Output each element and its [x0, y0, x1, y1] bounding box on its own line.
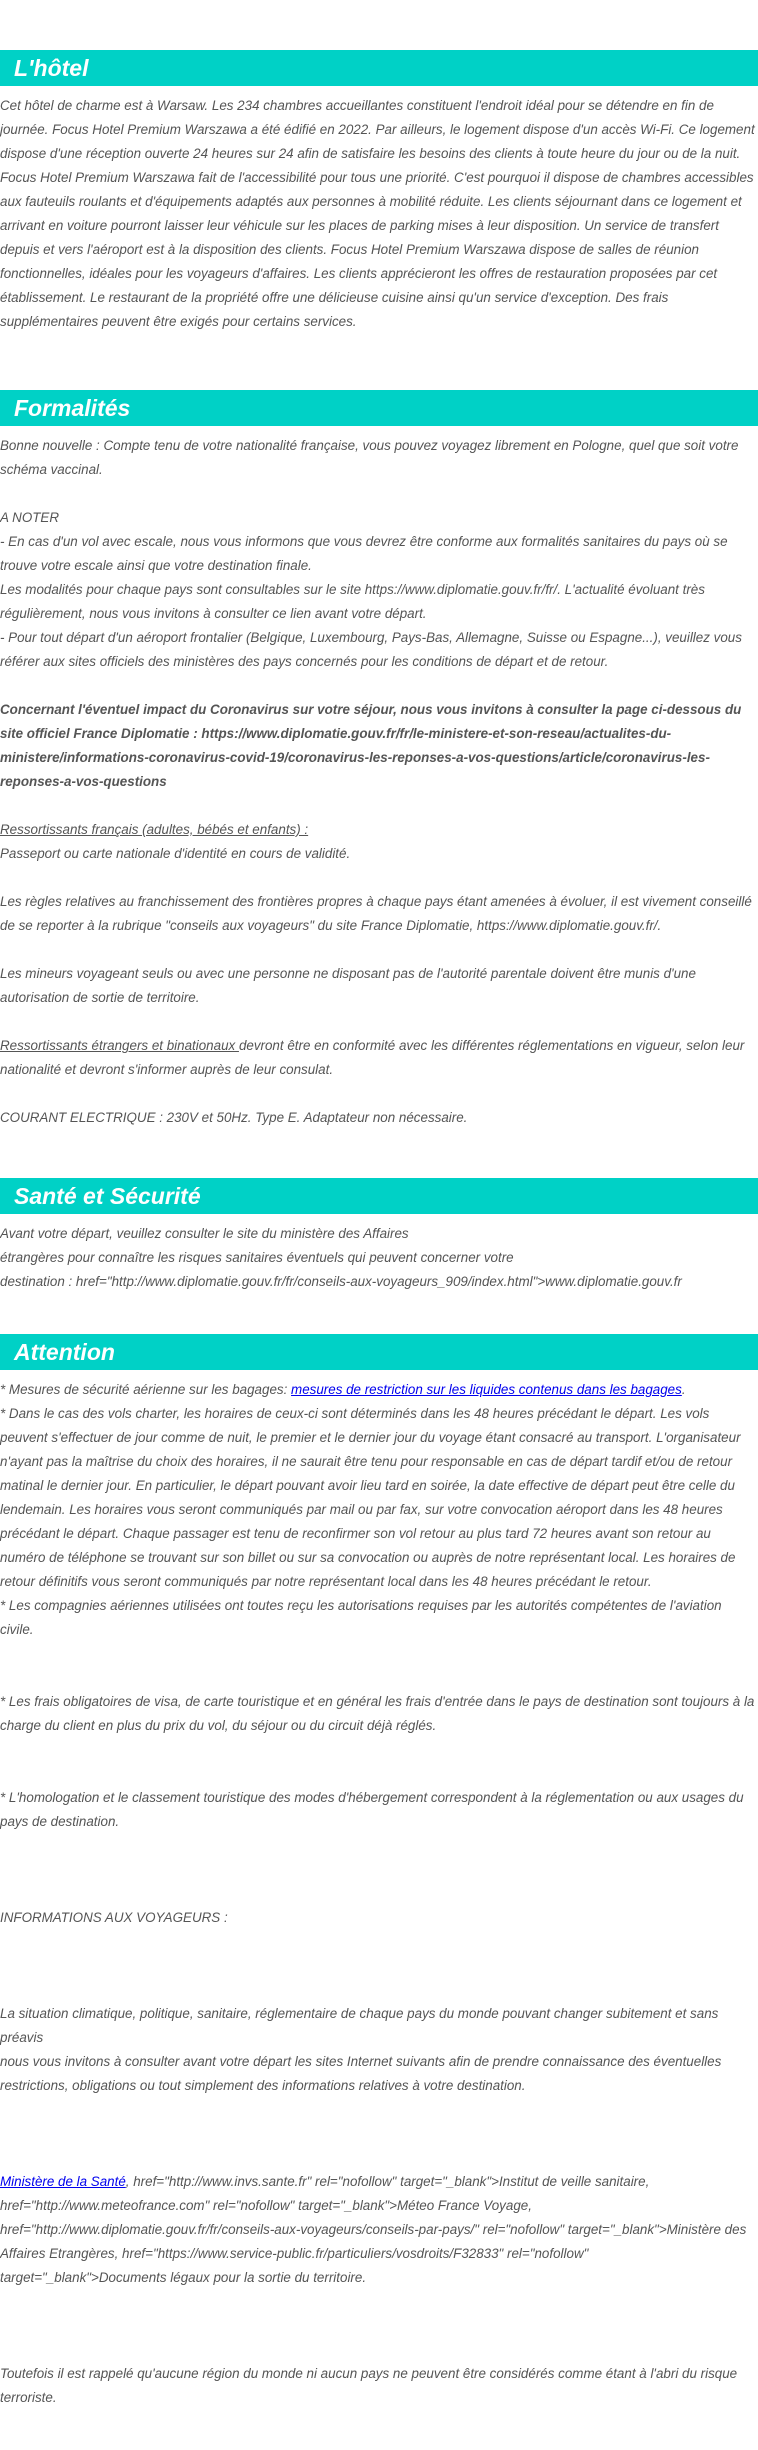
info-heading: INFORMATIONS AUX VOYAGEURS : — [0, 1910, 228, 1925]
sante-content — [0, 1222, 758, 1294]
terror-risk: Toutefois il est rappelé qu'aucune région du monde ni aucun pays ne peuvent être considérés comme étant à l'abri du risque terroriste. — [0, 2366, 738, 2405]
sante-line-3: destination : href="http://www.diplomatie.gouv.fr/fr/conseils-aux-voyageurs_909/index.html">www.diplomatie.gouv.fr — [0, 1274, 682, 1289]
sante-section — [0, 1178, 758, 1294]
formalites-section — [0, 390, 758, 1130]
note-border-airport: - Pour tout départ d'un aéroport frontalier (Belgique, Luxembourg, Pays-Bas, Allemagne, Suisse ou Espagne...), veuillez vous référer aux sites officiels des ministères des pays concernés pour les conditions de départ et de retour. — [0, 630, 742, 669]
security-suffix: . — [681, 1382, 686, 1397]
formalites-intro: Bonne nouvelle : Compte tenu de votre nationalité française, vous pouvez voyagez librement en Pologne, quel que soit votre schéma vaccinal. — [0, 438, 739, 477]
attention-content — [0, 1378, 758, 2410]
note-heading: A NOTER — [0, 510, 60, 525]
sante-line-1: Avant votre départ, veuillez consulter le site du ministère des Affaires — [0, 1226, 409, 1241]
attention-section — [0, 1334, 758, 2410]
covid-notice: Concernant l'éventuel impact du Coronavirus sur votre séjour, nous vous invitons à consulter la page ci-dessous du site officiel France Diplomatie : https://www.diplomatie.gouv.fr/fr/le-ministere-et-son-reseau/actualites-du-ministere/informations-coronavirus-covid-19/coronavirus-les-reponses-a-vos-questions/article/coronavirus-les-reponses-a-vos-questions — [0, 702, 742, 789]
formalites-content — [0, 434, 758, 1130]
mandatory-fees: * Les frais obligatoires de visa, de carte touristique et en général les frais d'entrée dans le pays de destination sont toujours à la charge du client en plus du prix du vol, du séjour ou du circuit déjà réglés. — [0, 1694, 755, 1733]
sante-header-band — [0, 1178, 758, 1214]
formalites-title: Formalités — [14, 395, 131, 421]
hotel-header-band — [0, 50, 758, 86]
sante-line-2: étrangères pour connaître les risques sanitaires éventuels qui peuvent concerner votre — [0, 1250, 514, 1265]
electric-info: COURANT ELECTRIQUE : 230V et 50Hz. Type E. Adaptateur non nécessaire. — [0, 1110, 468, 1125]
climate-notice-1: La situation climatique, politique, sanitaire, réglementaire de chaque pays du monde pouvant changer subitement et sans préavis — [0, 2006, 719, 2045]
security-prefix: * Mesures de sécurité aérienne sur les bagages: — [0, 1382, 292, 1397]
attention-header-band — [0, 1334, 758, 1370]
homologation: * L'homologation et le classement touristique des modes d'hébergement correspondent à la réglementation ou aux usages du pays de destination. — [0, 1790, 744, 1829]
useful-links-text: , href="http://www.invs.sante.fr" rel="nofollow" target="_blank">Institut de veille sanitaire, href="http://www.meteofrance.com" rel="nofollow" target="_blank">Méteo France Voyage, href="http://www.diplomatie.gouv.fr/fr/conseils-aux-voyageurs/conseils-par-pays/" rel="nofollow" target="_blank">Ministère des Affaires Etrangères, href="https://www.service-public.fr/particuliers/vosdroits/F32833" rel="nofollow" target="_blank">Documents légaux pour la sortie du territoire. — [0, 2174, 747, 2285]
attention-title: Attention — [14, 1339, 115, 1365]
health-ministry-link[interactable]: Ministère de la Santé — [0, 2174, 126, 2189]
hotel-section — [0, 50, 758, 334]
note-modalities: Les modalités pour chaque pays sont consultables sur le site https://www.diplomatie.gouv.fr/fr/. L'actualité évoluant très régulièrement, nous vous invitons à consulter ce lien avant votre départ. — [0, 582, 705, 621]
climate-notice-2: nous vous invitons à consulter avant votre départ les sites Internet suivants afin de prendre connaissance des éventuelles restrictions, obligations ou tout simplement des informations relatives à votre destination. — [0, 2054, 722, 2093]
sante-title: Santé et Sécurité — [14, 1183, 201, 1209]
border-rules: Les règles relatives au franchissement des frontières propres à chaque pays étant amenées à évoluer, il est vivement conseillé de se reporter à la rubrique "conseils aux voyageurs" du site France Diplomatie, https://www.diplomatie.gouv.fr/. — [0, 894, 752, 933]
hotel-description: Cet hôtel de charme est à Warsaw. Les 234 chambres accueillantes constituent l'endroit idéal pour se détendre en fin de journée. Focus Hotel Premium Warszawa a été édifié en 2022. Par ailleurs, le logement dispose d'un accès Wi-Fi. Ce logement dispose d'une réception ouverte 24 heures sur 24 afin de satisfaire les besoins des clients à toute heure du jour ou de la nuit. Focus Hotel Premium Warszawa fait de l'accessibilité pour tous une priorité. C'est pourquoi il dispose de chambres accessibles aux fauteuils roulants et d'équipements adaptés aux personnes à mobilité réduite. Les clients séjournant dans ce logement et arrivant en voiture pourront laisser leur véhicule sur les places de parking mises à leur disposition. Un service de transfert depuis et vers l'aéroport est à la disposition des clients. Focus Hotel Premium Warszawa dispose de salles de réunion fonctionnelles, idéales pour les voyageurs d'affaires. Les clients apprécieront les offres de restauration proposées par cet établissement. Le restaurant de la propriété offre une délicieuse cuisine ainsi qu'un service d'exception. Des frais supplémentaires peuvent être exigés pour certains services. — [0, 98, 755, 329]
hotel-content — [0, 94, 758, 334]
foreign-nationals-text: devront être en conformité avec les différentes réglementations en vigueur, selon leur nationalité et devront s'informer auprès de leur consulat. — [0, 1038, 745, 1077]
minors-rules: Les mineurs voyageant seuls ou avec une personne ne disposant pas de l'autorité parentale doivent être munis d'une autorisation de sortie de territoire. — [0, 966, 696, 1005]
security-measures — [0, 1378, 758, 1402]
french-nationals-heading: Ressortissants français (adultes, bébés et enfants) : — [0, 822, 309, 837]
hotel-title: L'hôtel — [14, 55, 89, 81]
liquids-restriction-link[interactable]: mesures de restriction sur les liquides contenus dans les bagages — [291, 1382, 682, 1397]
useful-links — [0, 2170, 758, 2290]
charter-flights: * Dans le cas des vols charter, les horaires de ceux-ci sont déterminés dans les 48 heures précédant le départ. Les vols peuvent s'effectuer de jour comme de nuit, le premier et le dernier jour du voyage étant consacré au transport. L'organisateur n'ayant pas la maîtrise du choix des horaires, il ne saurait être tenu pour responsable en cas de départ tardif et/ou de retour matinal le dernier jour. En particulier, le départ pouvant avoir lieu tard en soirée, la date effective de départ peut être celle du lendemain. Les horaires vous seront communiqués par mail ou par fax, sur votre convocation aéroport dans les 48 heures précédant le départ. Chaque passager est tenu de reconfirmer son vol retour au plus tard 72 heures avant son retour au numéro de téléphone se trouvant sur son billet ou sur sa convocation ou auprès de notre représentant local. Les horaires de retour définitifs vous seront communiqués par notre représentant local dans les 48 heures précédant le retour. — [0, 1406, 741, 1589]
note-stopover: - En cas d'un vol avec escale, nous vous informons que vous devrez être conforme aux formalités sanitaires du pays où se trouve votre escale ainsi que votre destination finale. — [0, 534, 728, 573]
foreign-nationals — [0, 1034, 758, 1082]
airlines-authorization: * Les compagnies aériennes utilisées ont toutes reçu les autorisations requises par les autorités compétentes de l'aviation civile. — [0, 1598, 722, 1637]
french-nationals-docs: Passeport ou carte nationale d'identité en cours de validité. — [0, 846, 351, 861]
formalites-header-band — [0, 390, 758, 426]
foreign-nationals-heading: Ressortissants étrangers et binationaux — [0, 1038, 239, 1053]
